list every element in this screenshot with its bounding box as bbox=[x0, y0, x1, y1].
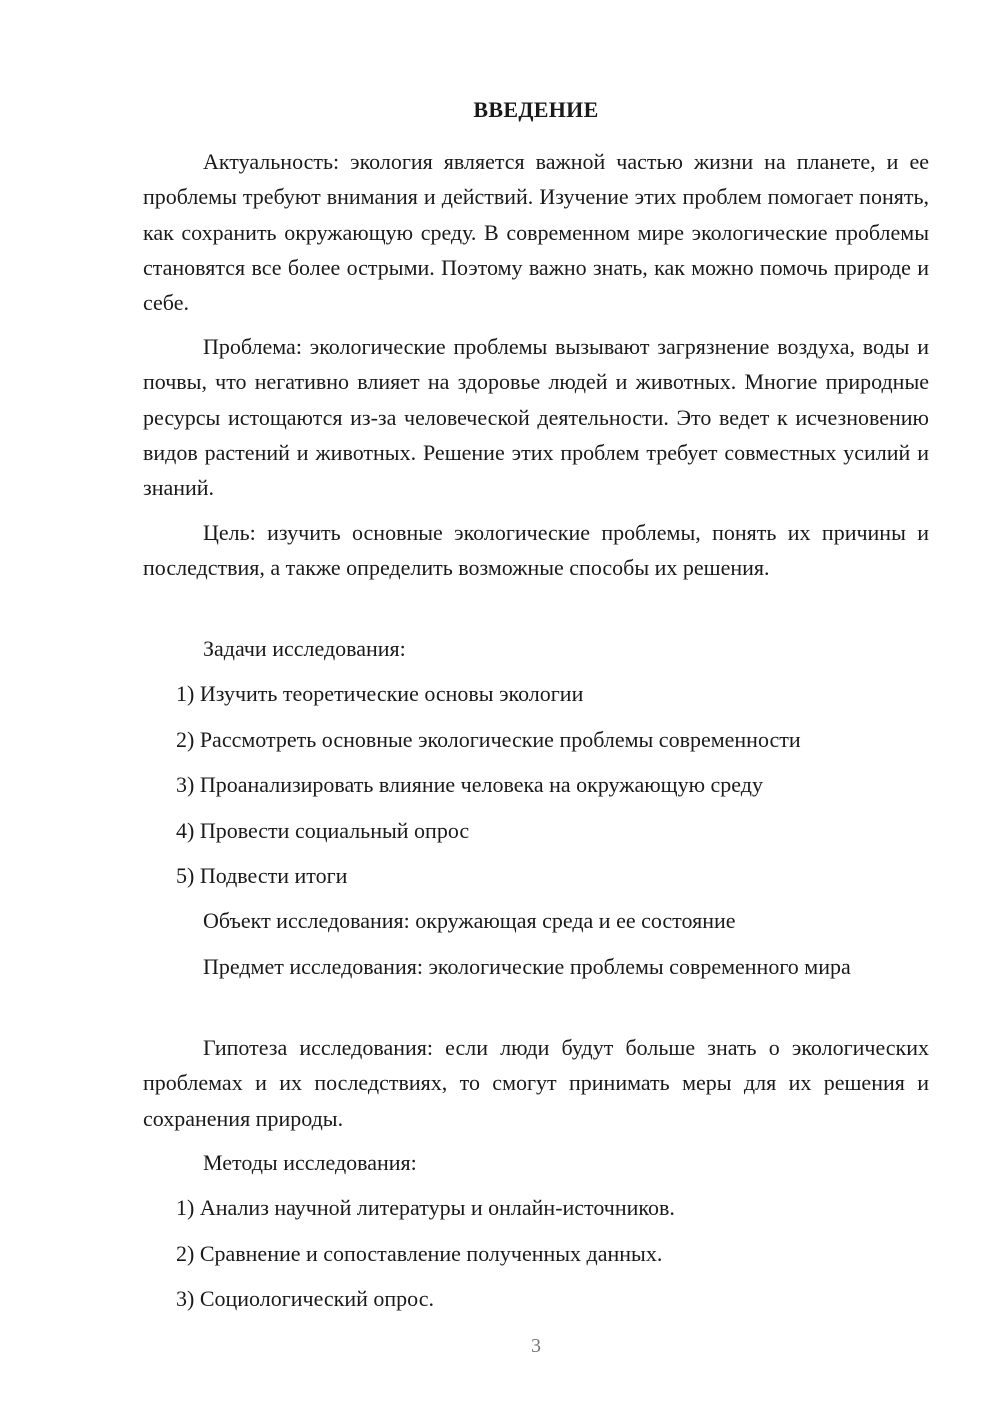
object-line: Объект исследования: окружающая среда и ее состояние bbox=[203, 908, 736, 933]
tasks-title: Задачи исследования: bbox=[203, 636, 406, 661]
task-item-2: 2) Рассмотреть основные экологические проблемы современности bbox=[176, 727, 801, 752]
section-heading: ВВЕДЕНИЕ bbox=[473, 97, 599, 122]
method-item-1: 1) Анализ научной литературы и онлайн-источников. bbox=[176, 1195, 675, 1220]
relevance-paragraph: Актуальность: экология является важной частью жизни на планете, и ее проблемы требуют внимания и действий. Изучение этих проблем помогает понять, как сохранить окружающую среду. В современном мире экологические проблемы становятся все более острыми. Поэтому важно знать, как можно помочь природе и себе. bbox=[143, 149, 929, 316]
subject-paragraph: Предмет исследования: экологические проблемы современного мира bbox=[203, 954, 851, 979]
goal-paragraph: Цель: изучить основные экологические проблемы, понять их причины и последствия, а также определить возможные способы их решения. bbox=[143, 520, 929, 581]
methods-title: Методы исследования: bbox=[203, 1150, 417, 1175]
method-item-2: 2) Сравнение и сопоставление полученных данных. bbox=[176, 1241, 663, 1266]
problem-paragraph: Проблема: экологические проблемы вызывают загрязнение воздуха, воды и почвы, что негативно влияет на здоровье людей и животных. Многие природные ресурсы истощаются из-за человеческой деятельности. Это ведет к исчезновению видов растений и животных. Решение этих проблем требует совместных усилий и знаний. bbox=[143, 334, 929, 501]
page-number: 3 bbox=[531, 1335, 541, 1357]
task-item-5: 5) Подвести итоги bbox=[176, 863, 348, 888]
task-item-3: 3) Проанализировать влияние человека на окружающую среду bbox=[176, 772, 763, 797]
task-item-4: 4) Провести социальный опрос bbox=[176, 818, 470, 843]
hypothesis-paragraph: Гипотеза исследования: если люди будут больше знать о экологических проблемах и их последствиях, то смогут принимать меры для их решения и сохранения природы. bbox=[143, 1035, 929, 1131]
task-item-1: 1) Изучить теоретические основы экологии bbox=[176, 681, 584, 706]
method-item-3: 3) Социологический опрос. bbox=[176, 1286, 434, 1311]
